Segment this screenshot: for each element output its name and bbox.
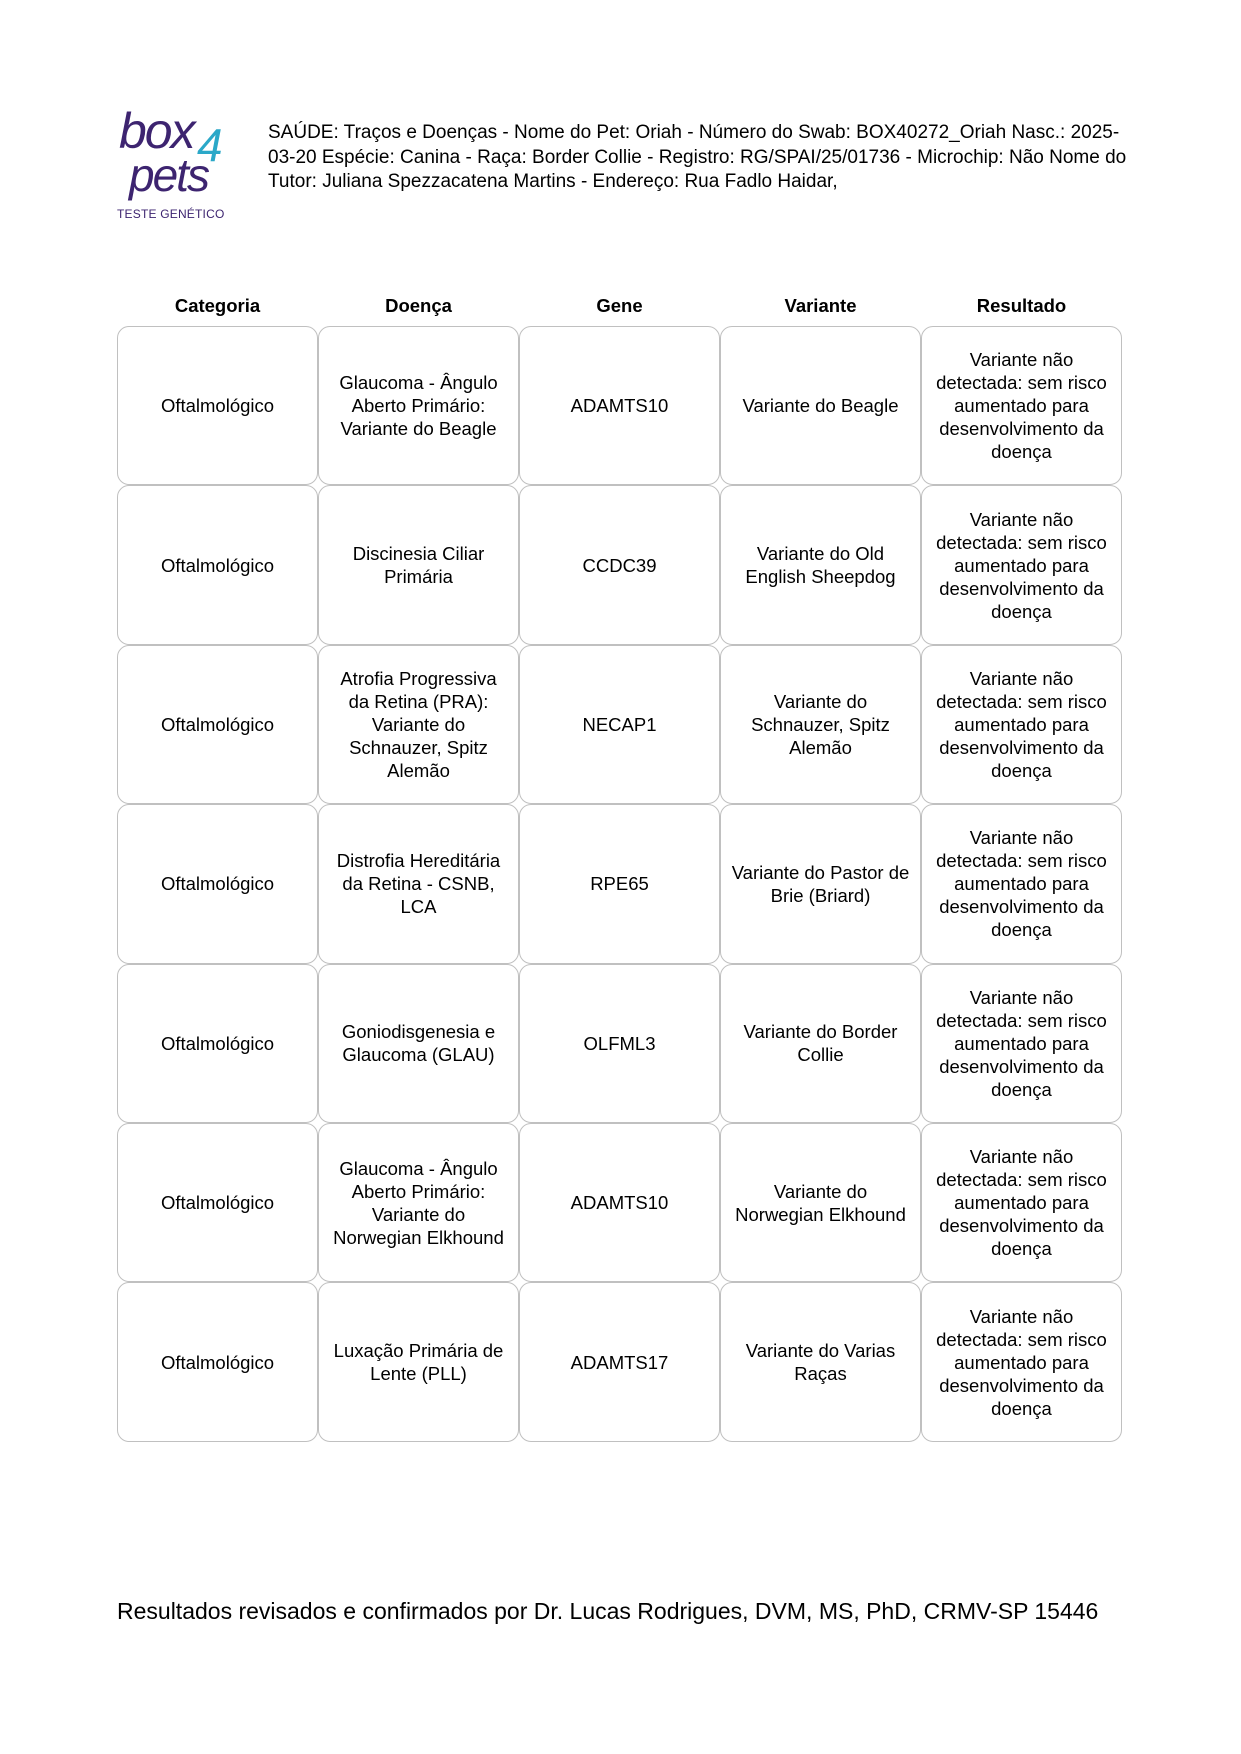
cell-gene: ADAMTS10 — [519, 1123, 720, 1282]
logo-text-box: box — [119, 103, 194, 159]
column-header-resultado: Resultado — [976, 295, 1067, 316]
cell-resultado: Variante não detectada: sem risco aumentado para desenvolvimento da doença — [921, 645, 1122, 804]
cell-resultado: Variante não detectada: sem risco aumentado para desenvolvimento da doença — [921, 964, 1122, 1123]
cell-variante: Variante do Norwegian Elkhound — [720, 1123, 921, 1282]
table-header-row — [117, 286, 1122, 326]
cell-resultado: Variante não detectada: sem risco aumentado para desenvolvimento da doença — [921, 326, 1122, 485]
cell-variante: Variante do Pastor de Brie (Briard) — [720, 804, 921, 963]
cell-variante: Variante do Old English Sheepdog — [720, 485, 921, 644]
cell-doenca: Glaucoma - Ângulo Aberto Primário: Variante do Norwegian Elkhound — [318, 1123, 519, 1282]
report-header-info: SAÚDE: Traços e Doenças - Nome do Pet: Oriah - Número do Swab: BOX40272_Oriah Nasc.: 2025-03-20 Espécie: Canina - Raça: Border Collie - Registro: RG/SPAI/25/01736 - Microchip: Não Nome do Tutor: Juliana Spezzacatena Martins - Endereço: Rua Fadlo Haidar, — [268, 122, 1127, 192]
cell-doenca: Atrofia Progressiva da Retina (PRA): Variante do Schnauzer, Spitz Alemão — [318, 645, 519, 804]
cell-gene: ADAMTS10 — [519, 326, 720, 485]
cell-categoria: Oftalmológico — [117, 1282, 318, 1441]
cell-variante: Variante do Beagle — [720, 326, 921, 485]
logo-subtitle: TESTE GENÉTICO — [117, 207, 225, 221]
cell-categoria: Oftalmológico — [117, 804, 318, 963]
cell-resultado: Variante não detectada: sem risco aumentado para desenvolvimento da doença — [921, 1282, 1122, 1441]
cell-categoria: Oftalmológico — [117, 1123, 318, 1282]
cell-resultado: Variante não detectada: sem risco aumentado para desenvolvimento da doença — [921, 485, 1122, 644]
cell-gene: RPE65 — [519, 804, 720, 963]
table-body — [117, 326, 1122, 1442]
cell-variante: Variante do Schnauzer, Spitz Alemão — [720, 645, 921, 804]
cell-variante: Variante do Varias Raças — [720, 1282, 921, 1441]
cell-categoria: Oftalmológico — [117, 645, 318, 804]
column-header-gene: Gene — [596, 295, 643, 316]
cell-doenca: Goniodisgenesia e Glaucoma (GLAU) — [318, 964, 519, 1123]
cell-doenca: Discinesia Ciliar Primária — [318, 485, 519, 644]
cell-gene: NECAP1 — [519, 645, 720, 804]
column-header-categoria: Categoria — [174, 295, 261, 316]
cell-resultado: Variante não detectada: sem risco aumentado para desenvolvimento da doença — [921, 804, 1122, 963]
reviewer-signature-line: Resultados revisados e confirmados por Dr. Lucas Rodrigues, DVM, MS, PhD, CRMV-SP 15446 — [117, 1598, 1099, 1624]
column-header-doenca: Doença — [385, 295, 452, 316]
cell-doenca: Glaucoma - Ângulo Aberto Primário: Variante do Beagle — [318, 326, 519, 485]
results-table — [117, 286, 1122, 1442]
cell-doenca: Luxação Primária de Lente (PLL) — [318, 1282, 519, 1441]
logo-text-pets: pets — [129, 149, 208, 201]
cell-gene: OLFML3 — [519, 964, 720, 1123]
cell-categoria: Oftalmológico — [117, 326, 318, 485]
cell-gene: ADAMTS17 — [519, 1282, 720, 1441]
cell-categoria: Oftalmológico — [117, 485, 318, 644]
cell-resultado: Variante não detectada: sem risco aumentado para desenvolvimento da doença — [921, 1123, 1122, 1282]
cell-variante: Variante do Border Collie — [720, 964, 921, 1123]
cell-doenca: Distrofia Hereditária da Retina - CSNB, LCA — [318, 804, 519, 963]
logo-text-4: 4 — [197, 119, 223, 171]
box4pets-logo — [117, 103, 232, 224]
column-header-variante: Variante — [784, 295, 857, 316]
cell-categoria: Oftalmológico — [117, 964, 318, 1123]
cell-gene: CCDC39 — [519, 485, 720, 644]
